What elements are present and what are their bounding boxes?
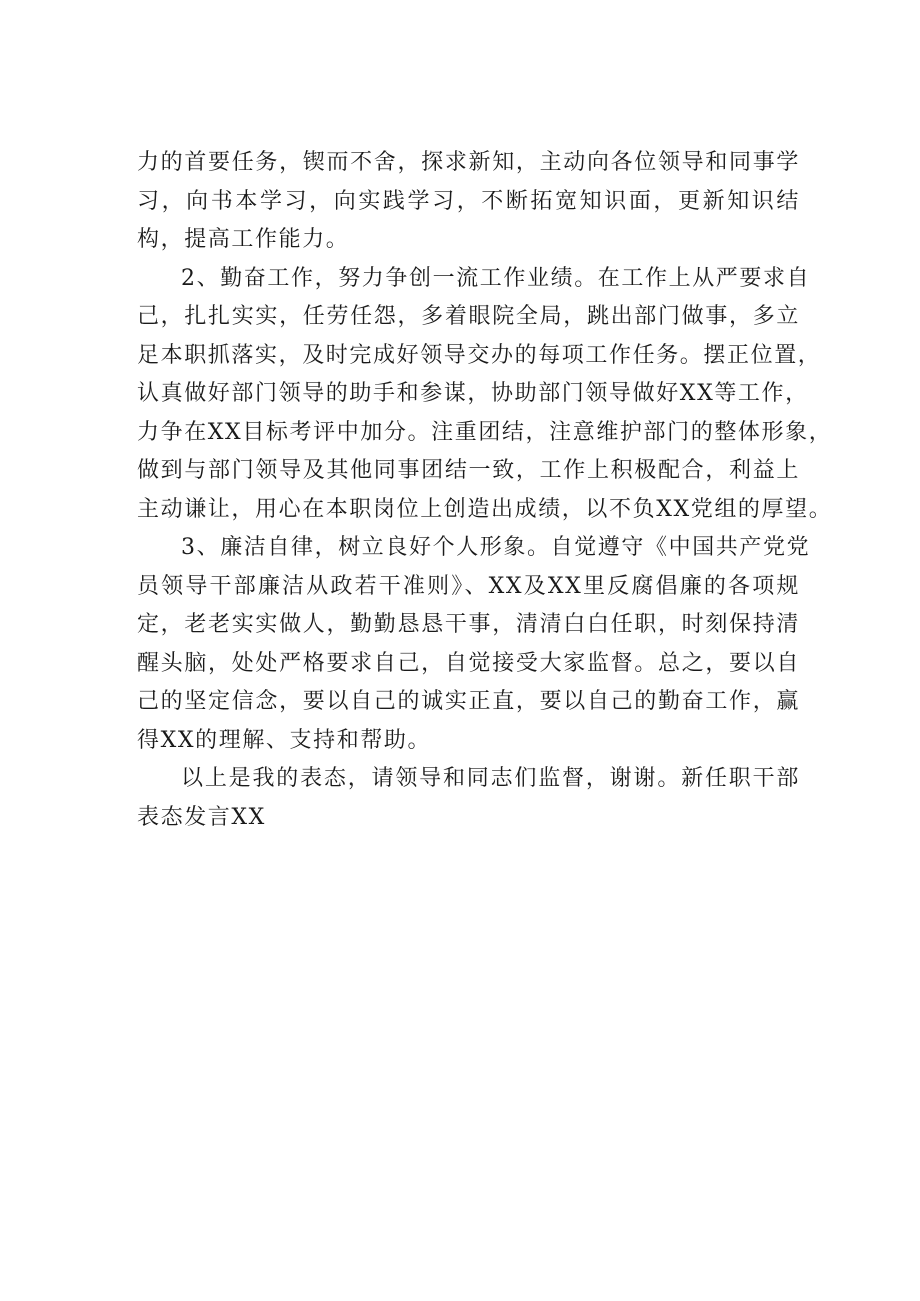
- paragraph-closing: [137, 760, 800, 837]
- text-line: 表态发言XX: [137, 804, 266, 830]
- text-line: 员领导干部廉洁从政若干准则》、XX及XX里反腐倡廉的各项规: [137, 573, 800, 599]
- text-line: 3、廉洁自律，树立良好个人形象。自觉遵守《中国共产党党: [181, 535, 811, 560]
- text-line: 力的首要任务，锲而不舍，探求新知，主动向各位领导和同事学: [137, 150, 800, 175]
- text-line: 认真做好部门领导的助手和参谋，协助部门领导做好XX等工作，: [137, 381, 809, 406]
- text-line: 做到与部门领导及其他同事团结一致，工作上积极配合，利益上: [137, 458, 800, 483]
- text-line: 己，扎扎实实，任劳任怨，多着眼院全局，跳出部门做事，多立: [137, 304, 800, 329]
- text-line: 构，提高工作能力。: [137, 227, 350, 252]
- document-body: [137, 144, 833, 837]
- text-line: 得XX的理解、支持和帮助。: [137, 727, 432, 753]
- paragraph-continuation: [137, 144, 800, 260]
- text-line: 以上是我的表态，请领导和同志们监督，谢谢。新任职干部: [181, 766, 800, 791]
- text-line: 力争在XX目标考评中加分。注重团结，注意维护部门的整体形象，: [137, 419, 833, 445]
- text-line: 足本职抓落实，及时完成好领导交办的每项工作任务。摆正位置，: [137, 342, 822, 368]
- text-line: 习，向书本学习，向实践学习，不断拓宽知识面，更新知识结: [137, 188, 800, 214]
- text-line: 主动谦让，用心在本职岗位上创造出成绩，以不负XX党组的厚望。: [137, 496, 833, 522]
- text-line: 己的坚定信念，要以自己的诚实正直，要以自己的勤奋工作，赢: [137, 689, 800, 714]
- text-line: 醒头脑，处处严格要求自己，自觉接受大家监督。总之，要以自: [137, 650, 800, 676]
- paragraph-item-2: [137, 260, 833, 530]
- text-line: 定，老老实实做人，勤勤恳恳干事，清清白白任职，时刻保持清: [137, 612, 800, 637]
- text-line: 2、勤奋工作，努力争创一流工作业绩。在工作上从严要求自: [181, 265, 811, 291]
- paragraph-item-3: [137, 529, 811, 760]
